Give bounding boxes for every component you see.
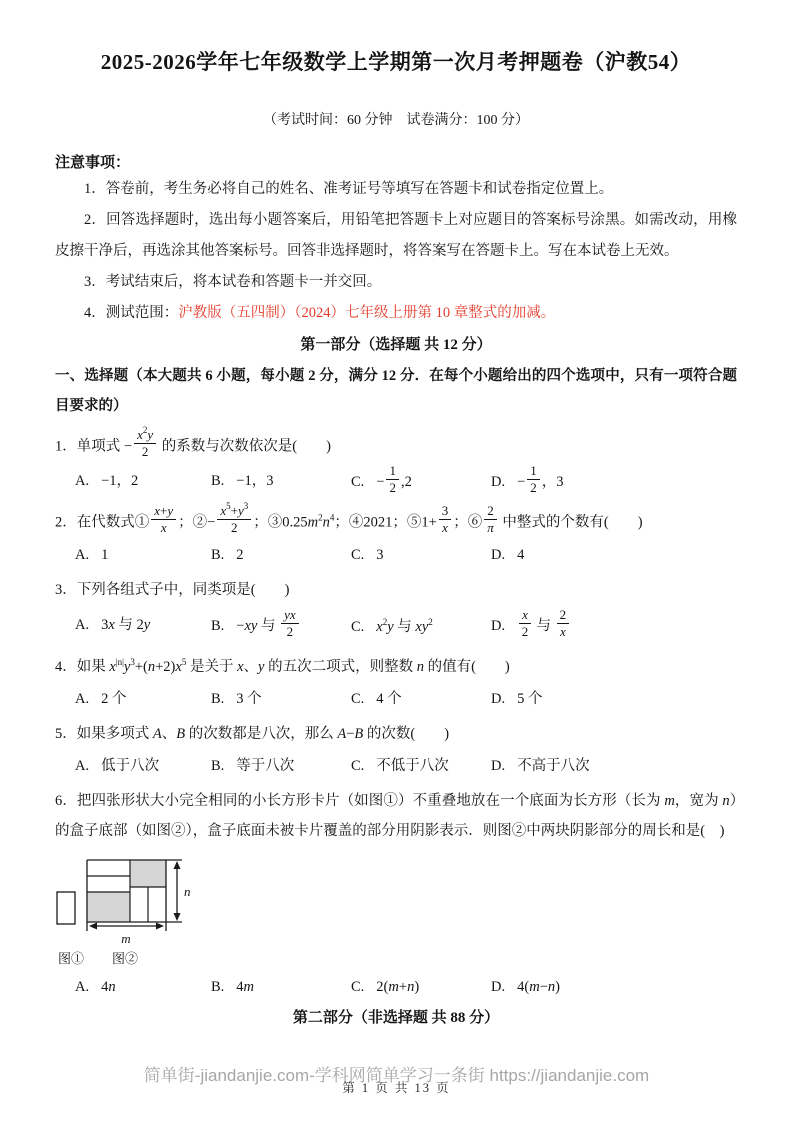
option-label: A. (75, 616, 90, 633)
option-label: A. (75, 547, 90, 564)
question-5-options (55, 751, 737, 781)
question-3-option-b (211, 608, 351, 642)
option-content: 3 (376, 547, 384, 564)
question-2-option-d (491, 540, 737, 570)
option-label: B. (211, 472, 225, 489)
option-content: − $\frac{1}{2}$ ,2 (376, 462, 412, 495)
question-3-options (55, 607, 737, 642)
question-1-options (55, 464, 737, 498)
question-4-option-a (75, 684, 211, 714)
option-label: D. (491, 474, 506, 491)
shaded-region-top-right (130, 860, 166, 887)
option-label: C. (351, 979, 365, 996)
option-content: 2 个 (101, 691, 127, 708)
question-6-option-b (211, 972, 351, 1002)
small-card-rect (57, 892, 75, 924)
question-4-option-b (211, 684, 351, 714)
option-content: 4m (236, 979, 255, 996)
option-content: 不低于八次 (376, 758, 449, 775)
question-3 (55, 575, 737, 642)
width-arrow-head-left (89, 923, 97, 930)
page-number: 第 1 页 共 13 页 (342, 1081, 451, 1095)
option-content: 4 个 (376, 691, 402, 708)
option-label: C. (351, 758, 365, 775)
option-content: 不高于八次 (517, 758, 590, 775)
option-content: 4 (517, 547, 525, 564)
question-3-option-d (491, 608, 737, 642)
question-6-option-d (491, 972, 737, 1002)
box-card-diagram (55, 852, 265, 970)
question-1-option-b (211, 466, 351, 496)
option-label: D. (491, 979, 506, 996)
option-content: $x^2y$ 与 $xy^2$ (376, 617, 433, 636)
option-content: 5 个 (517, 691, 543, 708)
exam-title: 2025-2026学年七年级数学上学期第一次月考押题卷（沪教54） (100, 50, 692, 74)
question-3-option-c (351, 607, 491, 642)
option-content: −xy 与 $\frac{yx}{2}$ (236, 618, 300, 634)
notice-item-3: 3．考试结束后，将本试卷和答题卡一并交回。 (84, 274, 382, 290)
question-2-option-b (211, 540, 351, 570)
question-5-option-b (211, 751, 351, 781)
question-6-figure (55, 852, 737, 970)
option-label: B. (211, 979, 225, 996)
option-label: D. (491, 691, 506, 708)
notice-item-4-scope: 沪教版（五四制）（2024）七年级上册第 10 章整式的加减。 (178, 305, 556, 321)
option-content: 4n (101, 979, 116, 996)
width-arrow-head-right (156, 923, 164, 930)
question-6-option-a (75, 972, 211, 1002)
option-content: 3 个 (236, 691, 262, 708)
question-3-stem: 3．下列各组式子中，同类项是( ) (55, 582, 290, 599)
question-2-option-a (75, 540, 211, 570)
notice-heading: 注意事项： (55, 155, 131, 171)
question-5-option-c (351, 751, 491, 781)
question-4-stem: 4．如果 $x^{|n|}y^3+(n+2)x^5$ 是关于 x、y 的五次二项式，则整数 n 的值有( ) (55, 657, 510, 676)
option-content: 3x 与 2y (101, 616, 151, 633)
question-1-stem: 1．单项式 − $\frac{x^2y}{2}$ 的系数与次数依次是( ) (55, 425, 331, 460)
height-label-n: n (184, 884, 191, 900)
option-content: 2(m+n) (376, 979, 420, 996)
option-content: 低于八次 (101, 758, 160, 775)
part1-heading: 第一部分（选择题 共 12 分） (300, 337, 492, 353)
notice-item-4-prefix: 4．测试范围： (84, 305, 179, 321)
question-2 (55, 502, 737, 570)
question-6-option-c (351, 972, 491, 1002)
option-label: A. (75, 472, 90, 489)
question-1-option-a (75, 466, 211, 496)
height-arrow-head-top (174, 861, 181, 869)
option-label: C. (351, 691, 365, 708)
option-label: B. (211, 547, 225, 564)
option-label: A. (75, 979, 90, 996)
exam-subtitle: （考试时间：60 分钟 试卷满分：100 分） (263, 113, 529, 128)
option-content: 1 (101, 547, 109, 564)
question-1 (55, 426, 737, 497)
option-label: D. (491, 547, 506, 564)
height-arrow-head-bottom (174, 913, 181, 921)
option-label: C. (351, 619, 365, 636)
question-2-stem: 2．在代数式① $\frac{x+y}{x}$ ；②− $\frac{x^5+y^3}{2}$ ；$③0.25m^2n^4$；④2021；⑤1+ $\frac{3}{x}$ ；⑥ $\frac{2}{\pi}$ 中整式的个数有( ) (55, 501, 643, 536)
option-label: C. (351, 474, 365, 491)
question-6 (55, 786, 737, 1002)
option-label: C. (351, 547, 365, 564)
question-6-options (55, 972, 737, 1002)
option-content: 4(m−n) (517, 979, 560, 996)
question-3-option-a (75, 610, 211, 640)
question-5 (55, 719, 737, 781)
option-label: D. (491, 618, 506, 635)
shaded-region-bottom-left (87, 892, 130, 922)
option-content: −1，2 (101, 472, 139, 489)
option-label: A. (75, 691, 90, 708)
notice-item-4 (55, 298, 737, 329)
option-content: 2 (236, 547, 244, 564)
question-2-options (55, 540, 737, 570)
question-1-option-c (351, 464, 491, 498)
option-content: $\frac{x}{2}$ 与 $\frac{2}{x}$ (517, 618, 571, 634)
question-5-option-d (491, 751, 737, 781)
figure1-caption: 图① (57, 951, 85, 967)
option-content: −1，3 (236, 472, 274, 489)
part2-heading: 第二部分（非选择题 共 88 分） (292, 1010, 500, 1027)
option-label: B. (211, 618, 225, 635)
question-1-option-d (491, 464, 737, 498)
notice-item-2: 2．回答选择题时，选出每小题答案后，用铅笔把答题卡上对应题目的答案标号涂黑。如需改动，用橡皮擦干净后，再选涂其他答案标号。回答非选择题时，将答案写在答题卡上。写在本试卷上无效。 (55, 212, 737, 259)
option-label: B. (211, 691, 225, 708)
question-4 (55, 647, 737, 714)
question-5-stem: 5．如果多项式 A、B 的次数都是八次，那么 A−B 的次数( ) (55, 726, 450, 743)
section1-intro: 一、选择题（本大题共 6 小题，每小题 2 分，满分 12 分．在每个小题给出的四个选项中，只有一项符合题目要求的） (55, 368, 737, 414)
question-2-option-c (351, 540, 491, 570)
question-6-stem: 6．把四张形状大小完全相同的小长方形卡片（如图①）不重叠地放在一个底面为长方形（长为 m，宽为 n）的盒子底部（如图②），盒子底面未被卡片覆盖的部分用阴影表示．则图②中两块阴影部分的周长和是( ) (55, 793, 738, 840)
option-content: 等于八次 (236, 758, 295, 775)
site-watermark: 简单街-jiandanjie.com-学科网简单学习一条街 https://jiandanjie.com (143, 1066, 650, 1085)
question-5-option-a (75, 751, 211, 781)
width-label-m: m (121, 931, 131, 947)
option-content: − $\frac{1}{2}$ ，3 (517, 462, 564, 495)
notice-item-1: 1．答卷前，考生务必将自己的姓名、准考证号等填写在答题卡和试卷指定位置上。 (84, 181, 614, 197)
question-4-option-c (351, 684, 491, 714)
figure2-caption: 图② (111, 951, 139, 967)
option-label: B. (211, 758, 225, 775)
question-4-option-d (491, 684, 737, 714)
option-label: A. (75, 758, 90, 775)
option-label: D. (491, 758, 506, 775)
question-4-options (55, 684, 737, 714)
